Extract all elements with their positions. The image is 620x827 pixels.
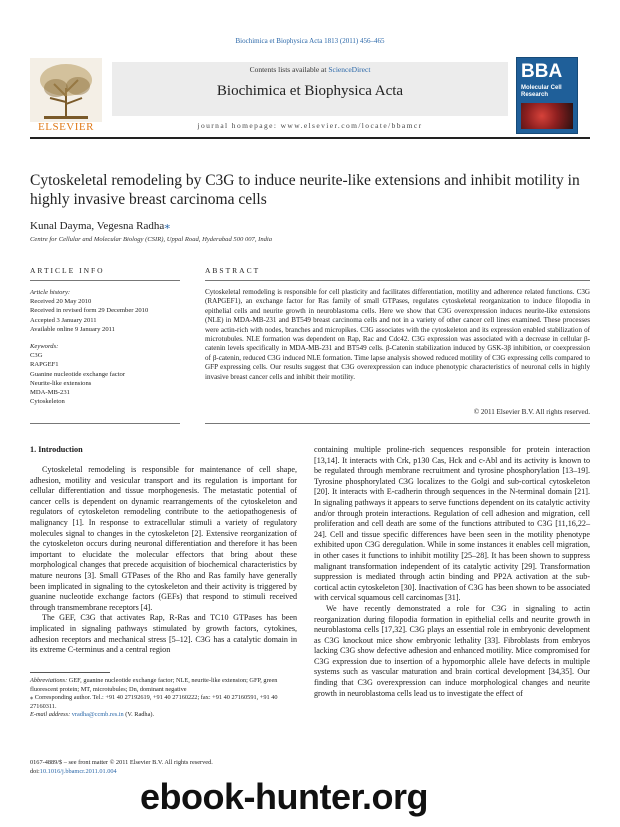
abbreviations-footnote: [30, 677, 297, 694]
corresponding-footnote: ⁎ Corresponding author. Tel.: +91 40 27192619, +91 40 27160222; fax: +91 40 27160591, +91 40 27160311.: [30, 694, 278, 710]
history-item: Available online 9 January 2011: [30, 325, 115, 333]
journal-homepage: [112, 121, 508, 130]
keyword: Neurite-like extensions: [30, 379, 92, 387]
homepage-link[interactable]: www.elsevier.com/locate/bbamcr: [280, 121, 423, 130]
email-suffix: (V. Radha).: [123, 711, 155, 719]
keyword: C3G: [30, 352, 43, 360]
email-label: E-mail address:: [30, 711, 71, 719]
elsevier-logo: [30, 58, 102, 134]
authors-text: Kunal Dayma, Vegesna Radha: [30, 220, 165, 232]
article-info: [30, 288, 180, 406]
journal-title: Biochimica et Biophysica Acta: [216, 83, 404, 99]
article-info-heading: ARTICLE INFO: [30, 266, 105, 275]
keyword: Cytoskeleton: [30, 398, 65, 406]
issn-line: 0167-4889/$ – see front matter © 2011 Elsevier B.V. All rights reserved.: [30, 759, 213, 766]
footnote-rule: [30, 672, 110, 673]
paragraph: We have recently demonstrated a role for C3G in signaling to actin reorganization during filopodia formation in epithelial cells and neurite growth in neuroblastoma cells [17,32]. C3G plays an essential role in embryonic development as C3G knockout mice show embryonic lethality [33]. Fibroblasts from embryos lacking C3G show defective adhesion and enhanced motility. Mice compromised for C3G expression due to insertion of a hypomorphic allele have defects in multiple systems such as vascular maturation and brain cortical development [34,35]. Our finding that C3G overexpression can induce morphological changes and neurite growth in neuroblastoma cells lead us to investigate the effect of: [314, 603, 590, 698]
contents-prefix: Contents lists available at: [249, 65, 329, 74]
keywords-label: Keywords:: [30, 343, 59, 351]
cover-title: BBA: [521, 61, 563, 82]
history-label: Article history:: [30, 289, 71, 296]
contents-line: [112, 65, 508, 74]
abstract-rule: [205, 280, 590, 281]
footnotes: [30, 677, 297, 720]
email-footnote: [30, 711, 297, 720]
doi-line: [30, 768, 297, 777]
body-column-right: [314, 445, 590, 699]
affiliation: Centre for Cellular and Molecular Biology (CSIR), Uppal Road, Hyderabad 500 007, India: [30, 236, 273, 243]
author-list: [30, 218, 170, 233]
sciencedirect-link[interactable]: ScienceDirect: [328, 65, 371, 74]
history-item: Received in revised form 29 December 2010: [30, 307, 149, 315]
abbreviations-text: GEF, guanine nucleotide exchange factor; NLE, neurite-like extension; GFP, green fluorescent protein; MT, microtubules; Dn, dominant negative: [30, 677, 278, 693]
abstract-heading: ABSTRACT: [205, 266, 261, 275]
abbreviations-label: Abbreviations:: [30, 677, 68, 684]
front-matter-info: [30, 759, 297, 776]
paragraph: Cytoskeletal remodeling is responsible for maintenance of cell shape, adhesion, motility and vesicular transport and its regulation is important for cellular differentiation and tissue morphogenesis. The metastatic potential of cancer cells is dependent on dynamic rearrangements of the cytoskeleton and regulators of cytoskeleton remodeling contribute to the aetiopathogenesis of malignancy [1]. In response to extracellular stimuli a variety of regulatory molecules signal to changes in the cytoskeleton [2]. Extensive reorganization of the cytoskeleton occurs during neuronal differentiation and therefore it has been important to elucidate the molecular effectors that bring about these morphological changes that precede acquisition of biochemical characteristics by mature neurons [3]. Small GTPases of the Rho and Ras family have generally been implicated in signaling to the cytoskeleton and their activity is triggered by guanine nucleotide exchange factors (GEFs) that respond to stimuli received through transmembrane receptors [4].: [30, 465, 297, 612]
history-item: Accepted 3 January 2011: [30, 316, 97, 324]
abstract-bottom-rule: [205, 423, 590, 424]
info-rule: [30, 280, 180, 281]
history-item: Received 20 May 2010: [30, 298, 92, 306]
journal-citation[interactable]: Biochimica et Biophysica Acta 1813 (2011) 456–465: [235, 37, 385, 45]
info-bottom-rule: [30, 423, 180, 424]
cover-photo: [521, 103, 573, 129]
keyword: MDA-MB-231: [30, 389, 70, 397]
corresponding-author-mark[interactable]: ⁎: [164, 218, 171, 232]
abstract-copyright: © 2011 Elsevier B.V. All rights reserved.: [473, 408, 590, 416]
homepage-prefix: journal homepage:: [197, 121, 281, 130]
doi-prefix: doi:: [30, 767, 40, 775]
paragraph: The GEF, C3G that activates Rap, R-Ras and TC10 GTPases has been implicated in signaling pathways stimulated by growth factors, cytokines, adhesion receptors and mechanical stress [5–12]. C3G has a catalytic domain in its extreme C-terminus and a central region: [30, 613, 297, 655]
section-heading-introduction: 1. Introduction: [30, 445, 83, 454]
doi-link[interactable]: 10.1016/j.bbamcr.2011.01.004: [39, 767, 117, 775]
header-divider: [30, 137, 590, 139]
abstract-text: Cytoskeletal remodeling is responsible for cell plasticity and facilitates differentiation, motility and adherence related functions. C3G (RAPGEF1), an exchange factor for Ras family of small GTPases, regulates cytoskeletal reorganization to induce filopodia in epithelial cells and neurite growth in neuroblastoma cells. Here we show that C3G overexpression induces neurite-like extensions (NLE) in MDA-MB-231 and BT549 breast carcinoma cells and not in a variety of other cancer cell lines examined. These processes were actin-rich with nodes, branches and micropikes. C3G associates with the cytoskeleton and its expression enabled stabilization of microtubules. NLE formation was dependent on Rap, Rac and Cdc42. C3G expression was associated with a decrease in cellular β-catenin levels specifically in MDA-MB-231 and BT549 cells. β-Catenin stabilization induced by GSK-3β inhibition, or coexpression of β-catenin, reduced C3G induced NLE formation. Time lapse analysis showed reduced motility of C3G expressing cells compared to GFP expressing cells. Our results suggest that C3G overexpression can induce phenotypic characteristics of neuronal cells in highly invasive breast cancer cells and inhibit their motility.: [205, 288, 590, 381]
keyword: RAPGEF1: [30, 361, 59, 369]
cover-subtitle: Molecular Cell Research: [521, 85, 562, 98]
article-title: Cytoskeletal remodeling by C3G to induce neurite-like extensions and inhibit motility in highly invasive breast carcinoma cells: [30, 172, 580, 208]
email-link[interactable]: vradha@ccmb.res.in: [71, 711, 124, 719]
body-column-left: [30, 465, 297, 656]
keyword: Guanine nucleotide exchange factor: [30, 370, 126, 378]
publisher-logo-text: ELSEVIER: [38, 121, 94, 133]
journal-cover-image: [516, 57, 578, 134]
watermark: ebook-hunter.org: [140, 776, 428, 817]
paragraph: containing multiple proline-rich sequences responsible for protein interaction [13,14]. It interacts with Crk, p130 Cas, Hck and c-Abl and its activity is known to be regulated through membrane recruitment and tyrosine phosphorylation [13–19]. Tyrosine phosphorylated C3G localizes to the Golgi and sub-cortical cytoskeleton [20]. It interacts with E-cadherin through sequences in the N-terminal domain [21]. In signaling pathways it appears to serve functions dependent on its catalytic activity and/or through protein interactions. Regulation of cell adhesion and migration, cell proliferation and cell death are some of the functions attributed to C3G [11,16,22–24]. Cell and tissue specific differences have been seen in the motility phenotype exhibited upon C3G deregulation. While in some instances it enables cell migration, in other cases it functions to inhibit motility [25–28]. It has been shown to suppress malignant transformation independent of its catalytic activity [29]. Transformation suppression is mediated through actin binding and PP2A activation at the sub-cortical actin cytoskeleton [30]. Inactivation of C3G has been shown to be associated with cervical squamous cell carcinomas [31].: [314, 445, 590, 603]
